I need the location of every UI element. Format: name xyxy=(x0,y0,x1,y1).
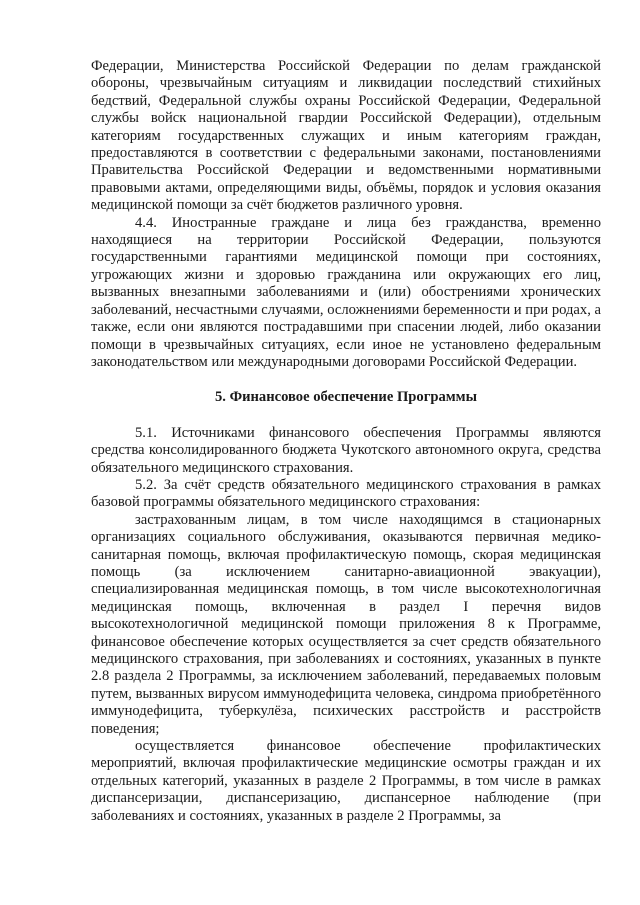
paragraph-insured-persons: застрахованным лицам, в том числе находящимся в стационарных организациях социального обслуживания, оказываются первичная медико-санитарная помощь, включая профилактическую помощь, скорая медицинская помощь (за исключением санитарно-авиационной эвакуации), специализированная медицинская помощь, в том числе высокотехнологичная медицинская помощь, включенная в раздел I перечня видов высокотехнологичной медицинской помощи приложения 8 к Программе, финансовое обеспечение которых осуществляется за счет средств обязательного медицинского страхования, при заболеваниях и состояниях, указанных в пункте 2.8 раздела 2 Программы, за исключением заболеваний, передаваемых половым путем, вызванных вирусом иммунодефицита человека, синдрома приобретённого иммунодефицита, туберкулёза, психических расстройств и расстройств поведения; xyxy=(91,511,601,737)
paragraph-5-1-funding-sources: 5.1. Источниками финансового обеспечения Программы являются средства консолидированного бюджета Чукотского автономного округа, средства обязательного медицинского страхования. xyxy=(91,424,601,476)
section-heading-5: 5. Финансовое обеспечение Программы xyxy=(214,389,478,406)
paragraph-4-4-foreign-citizens: 4.4. Иностранные граждане и лица без гражданства, временно находящиеся на территории Российской Федерации, пользуются государственными гарантиями медицинской помощи при состояниях, угрожающих жизни и здоровью гражданина или окружающих его лиц, вызванных внезапными заболеваниями и (или) обострениями хронических заболеваний, несчастными случаями, осложнениями беременности и при родах, а также, если они являются пострадавшими при спасении людей, либо оказании помощи в чрезвычайных ситуациях, если иное не установлено федеральным законодательством или международными договорами Российской Федерации. xyxy=(91,214,601,370)
paragraph-preventive-measures: осуществляется финансовое обеспечение профилактических мероприятий, включая профилактические медицинские осмотры граждан и их отдельных категорий, указанных в разделе 2 Программы, в том числе в рамках диспансеризации, диспансеризацию, диспансерное наблюдение (при заболеваниях и состояниях, указанных в разделе 2 Программы, за xyxy=(91,738,601,824)
document-page xyxy=(91,58,601,825)
paragraph-5-2-oms-funds: 5.2. За счёт средств обязательного медицинского страхования в рамках базовой программы обязательного медицинского страхования: xyxy=(91,476,601,511)
paragraph-continuation-federal-services: Федерации, Министерства Российской Федерации по делам гражданской обороны, чрезвычайным ситуациям и ликвидации последствий стихийных бедствий, Федеральной службы охраны Российской Федерации, Федеральной службы войск национальной гвардии Российской Федерации), отдельным категориям государственных служащих и иным категориям граждан, предоставляются в соответствии с федеральными законами, постановлениями Правительства Российской Федерации и ведомственными нормативными правовыми актами, определяющими виды, объёмы, порядок и условия оказания медицинской помощи за счёт бюджетов различного уровня. xyxy=(91,58,601,214)
